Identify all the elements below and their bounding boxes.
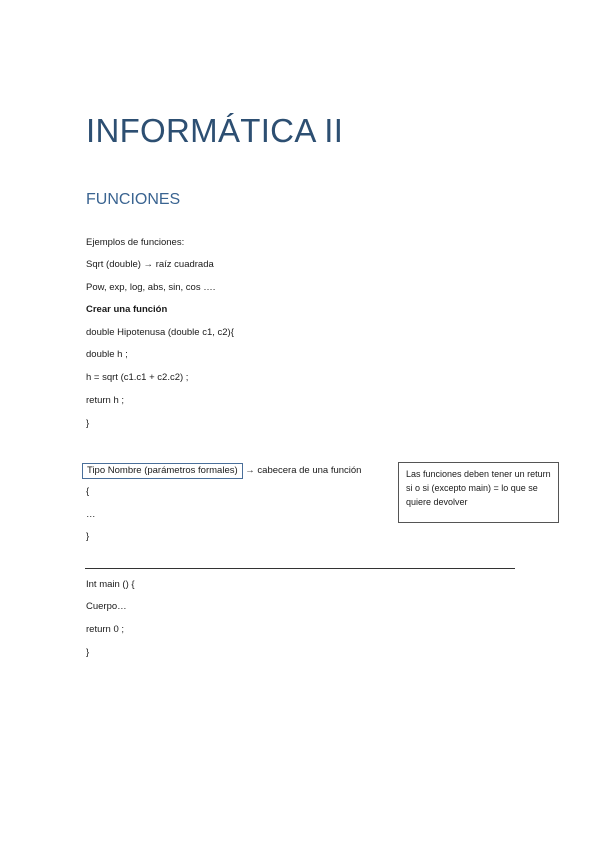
code-line: } — [86, 647, 90, 658]
code-line: return h ; — [86, 395, 125, 406]
signature-explanation: → cabecera de una función — [242, 465, 362, 476]
code-line: Cuerpo… — [86, 601, 127, 612]
bold-heading-line: Crear una función — [86, 304, 168, 315]
function-header-line — [86, 463, 361, 479]
horizontal-divider — [85, 568, 515, 569]
code-line: } — [86, 418, 90, 429]
boxed-signature: Tipo Nombre (parámetros formales) — [82, 463, 243, 479]
code-line: double h ; — [86, 349, 128, 360]
page-title: INFORMÁTICA II — [86, 112, 344, 149]
text-line: Pow, exp, log, abs, sin, cos …. — [86, 282, 216, 293]
note-box: Las funciones deben tener un return si o si (excepto main) = lo que se quiere devolver — [398, 462, 559, 523]
code-line: … — [86, 509, 96, 520]
code-line: h = sqrt (c1.c1 + c2.c2) ; — [86, 372, 189, 383]
text-line: Sqrt (double) → raíz cuadrada — [86, 259, 214, 270]
code-line: Int main () { — [86, 579, 135, 590]
code-line: return 0 ; — [86, 624, 125, 635]
section-heading: FUNCIONES — [86, 191, 181, 208]
code-line: { — [86, 486, 90, 497]
text-line: Ejemplos de funciones: — [86, 237, 185, 248]
code-line: double Hipotenusa (double c1, c2){ — [86, 327, 234, 338]
code-line: } — [86, 531, 90, 542]
